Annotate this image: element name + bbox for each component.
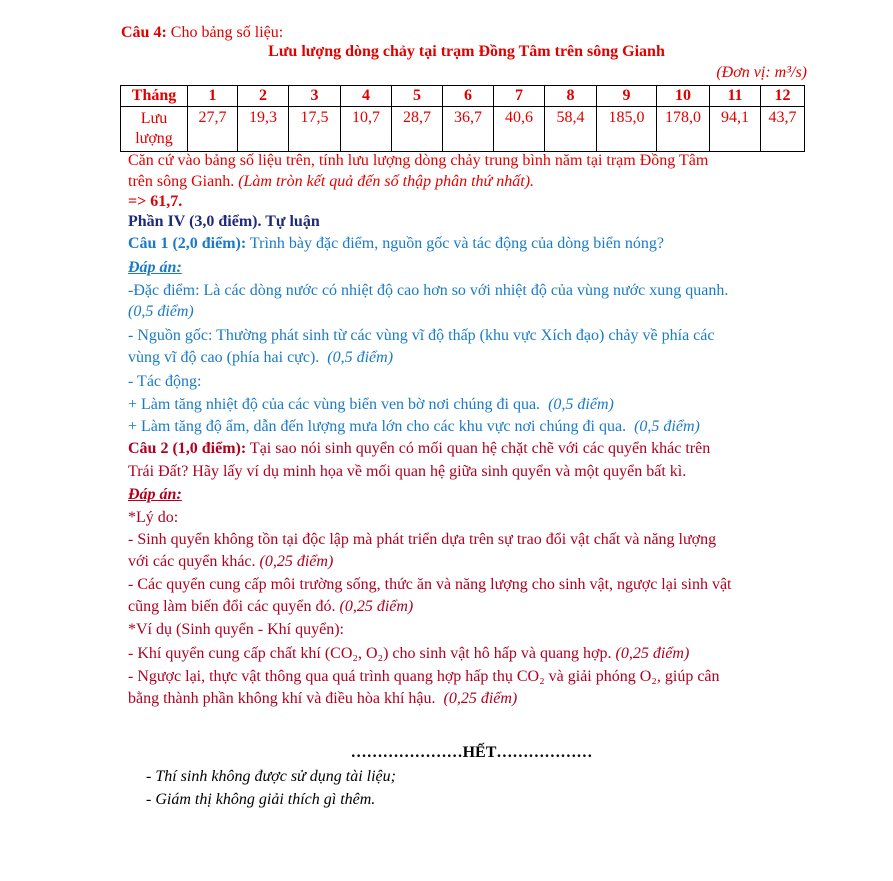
q4-label: Câu 4: bbox=[121, 24, 167, 41]
part4-heading: Phần IV (3,0 điểm). Tự luận bbox=[128, 213, 320, 230]
value-cell: 58,4 bbox=[545, 107, 597, 152]
c1-score: (0,5 điểm) bbox=[634, 418, 700, 435]
table-value-row bbox=[121, 107, 805, 152]
c1-score: (0,5 điểm) bbox=[128, 303, 194, 320]
month-cell: 7 bbox=[494, 86, 545, 107]
c1-score: (0,5 điểm) bbox=[548, 396, 614, 413]
c2-answer-line: - Sinh quyển không tồn tại độc lập mà phát triển dựa trên sự trao đổi vật chất và năng lượng bbox=[128, 531, 717, 548]
value-cell: 19,3 bbox=[238, 107, 289, 152]
flow-table bbox=[120, 85, 805, 152]
month-cell: 3 bbox=[289, 86, 341, 107]
value-cell: 17,5 bbox=[289, 107, 341, 152]
c2-reason-heading: *Lý do: bbox=[128, 509, 179, 526]
c1-answer-label: Đáp án: bbox=[128, 259, 182, 276]
c2-answer-line bbox=[128, 644, 689, 664]
c1-answer-text: + Làm tăng nhiệt độ của các vùng biển ven bờ nơi chúng đi qua. bbox=[128, 396, 541, 413]
q4-question-line1: Căn cứ vào bảng số liệu trên, tính lưu lượng dòng chảy trung bình năm tại trạm Đồng Tâm bbox=[128, 152, 709, 169]
month-cell: 8 bbox=[545, 86, 597, 107]
value-cell: 43,7 bbox=[761, 107, 805, 152]
header-month: Tháng bbox=[121, 86, 188, 107]
c2-answer-text: cũng làm biến đổi các quyển đó. bbox=[128, 598, 336, 615]
c2-answer-text: bằng thành phần không khí và điều hòa khí hậu. bbox=[128, 690, 436, 707]
value-cell: 27,7 bbox=[188, 107, 238, 152]
month-cell: 4 bbox=[341, 86, 392, 107]
value-cell: 40,6 bbox=[494, 107, 545, 152]
month-cell: 2 bbox=[238, 86, 289, 107]
month-cell: 10 bbox=[657, 86, 710, 107]
c1-question bbox=[128, 234, 664, 254]
c2-score: (0,25 điểm) bbox=[615, 645, 690, 662]
c1-answer-line: -Đặc điểm: Là các dòng nước có nhiệt độ cao hơn so với nhiệt độ của vùng nước xung quanh. bbox=[128, 282, 729, 299]
footer-note: - Thí sinh không được sử dụng tài liệu; bbox=[146, 768, 396, 785]
c2-answer-line: - Ngược lại, thực vật thông qua quá trình quang hợp hấp thụ CO₂ và giải phóng O₂, giúp cân bbox=[128, 668, 720, 685]
c2-label: Câu 2 (1,0 điểm): bbox=[128, 440, 247, 457]
q4-prompt: Cho bảng số liệu: bbox=[170, 24, 284, 41]
c2-answer-line bbox=[128, 689, 517, 709]
c2-question bbox=[128, 439, 710, 459]
c1-answer-line bbox=[128, 348, 393, 368]
c2-answer-line bbox=[128, 597, 413, 617]
header-flow: Lưu lượng bbox=[121, 107, 188, 152]
value-cell: 10,7 bbox=[341, 107, 392, 152]
value-cell: 185,0 bbox=[597, 107, 657, 152]
q4-rounding-note: (Làm tròn kết quả đến số thập phân thứ nhất). bbox=[238, 173, 535, 190]
month-cell: 5 bbox=[392, 86, 443, 107]
c2-example-heading: *Ví dụ (Sinh quyển - Khí quyển): bbox=[128, 621, 344, 638]
c1-label: Câu 1 (2,0 điểm): bbox=[128, 235, 247, 252]
c2-question-text: Tại sao nói sinh quyển có mối quan hệ chặt chẽ với các quyển khác trên bbox=[246, 440, 711, 457]
c1-answer-line: - Nguồn gốc: Thường phát sinh từ các vùng vĩ độ thấp (khu vực Xích đạo) chảy về phía các bbox=[128, 327, 715, 344]
c2-answer-line bbox=[128, 552, 333, 572]
c2-answer-text: - Khí quyển cung cấp chất khí (CO₂, O₂) cho sinh vật hô hấp và quang hợp. bbox=[128, 645, 612, 662]
c2-score: (0,25 điểm) bbox=[339, 598, 414, 615]
c2-answer-label: Đáp án: bbox=[128, 486, 182, 503]
q4-question-text: trên sông Gianh. bbox=[128, 173, 239, 190]
c2-score: (0,25 điểm) bbox=[443, 690, 518, 707]
month-cell: 1 bbox=[188, 86, 238, 107]
table-unit: (Đơn vị: m³/s) bbox=[716, 64, 807, 81]
q4-question-line2 bbox=[128, 172, 534, 192]
value-cell: 28,7 bbox=[392, 107, 443, 152]
c1-answer-text: vùng vĩ độ cao (phía hai cực). bbox=[128, 349, 320, 366]
value-cell: 178,0 bbox=[657, 107, 710, 152]
month-cell: 6 bbox=[443, 86, 494, 107]
c1-answer-line bbox=[128, 417, 700, 437]
footer-note: - Giám thị không giải thích gì thêm. bbox=[146, 791, 376, 808]
c1-answer-line bbox=[128, 395, 614, 415]
q4-heading bbox=[121, 23, 283, 43]
month-cell: 12 bbox=[761, 86, 805, 107]
c1-answer-line: - Tác động: bbox=[128, 373, 202, 390]
end-marker: …………………HẾT……………… bbox=[350, 744, 593, 761]
table-header-row bbox=[121, 86, 805, 107]
c2-question-line2: Trái Đất? Hãy lấy ví dụ minh họa về mối quan hệ giữa sinh quyển và một quyển bất kì. bbox=[128, 463, 687, 480]
value-cell: 36,7 bbox=[443, 107, 494, 152]
table-title: Lưu lượng dòng chảy tại trạm Đồng Tâm trên sông Gianh bbox=[268, 43, 665, 60]
c2-answer-text: với các quyển khác. bbox=[128, 553, 256, 570]
c1-answer-text: + Làm tăng độ ẩm, dẫn đến lượng mưa lớn cho các khu vực nơi chúng đi qua. bbox=[128, 418, 627, 435]
c1-question-text: Trình bày đặc điểm, nguồn gốc và tác động của dòng biển nóng? bbox=[246, 235, 664, 252]
c2-answer-line: - Các quyển cung cấp môi trường sống, thức ăn và năng lượng cho sinh vật, ngược lại sinh vật bbox=[128, 576, 732, 593]
q4-answer: => 61,7. bbox=[128, 193, 183, 210]
c1-score: (0,5 điểm) bbox=[327, 349, 394, 366]
month-cell: 9 bbox=[597, 86, 657, 107]
value-cell: 94,1 bbox=[710, 107, 761, 152]
month-cell: 11 bbox=[710, 86, 761, 107]
c2-score: (0,25 điểm) bbox=[259, 553, 334, 570]
